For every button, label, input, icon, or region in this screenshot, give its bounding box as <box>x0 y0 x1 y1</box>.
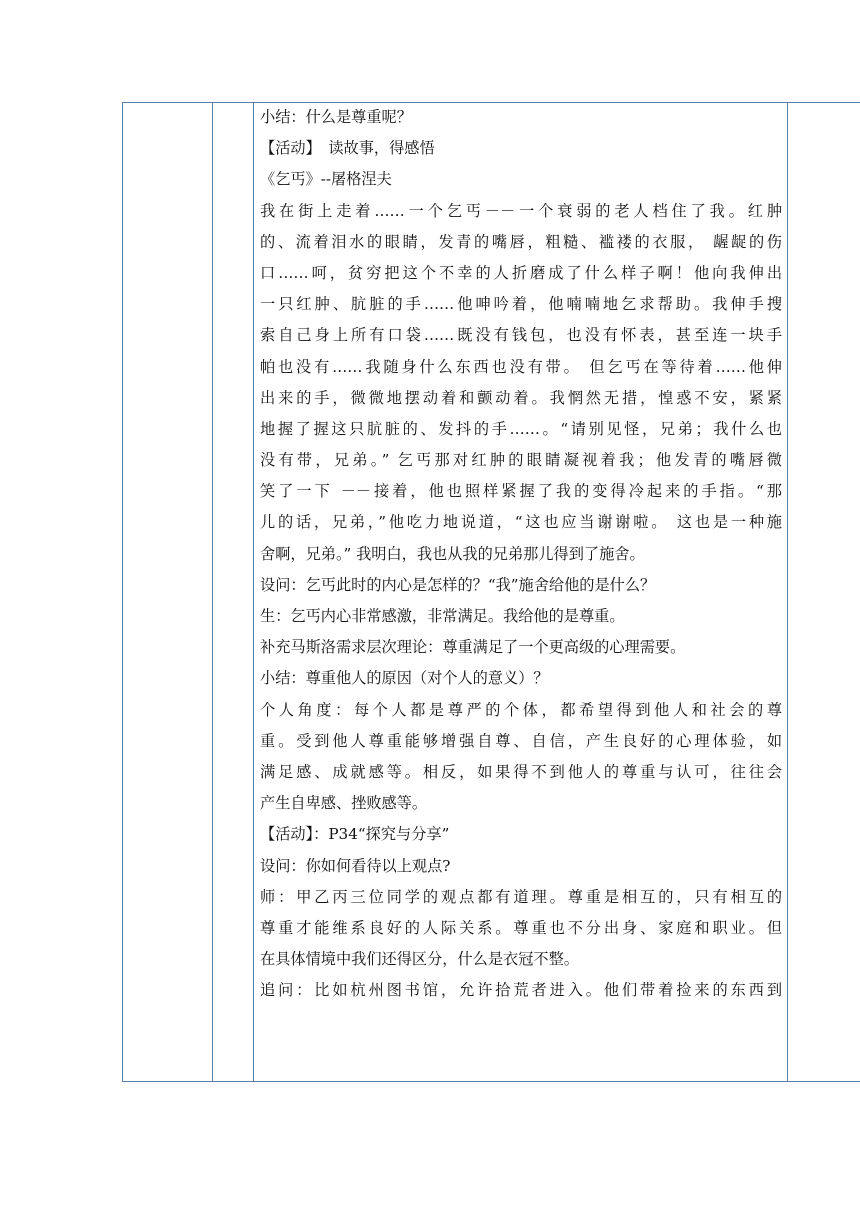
text-line: 追问：比如杭州图书馆，允许拾荒者进入。他们带着捡来的东西到 <box>260 981 782 1000</box>
text-line: 【活动】 读故事，得感悟 <box>260 139 435 158</box>
text-line: 小结：尊重他人的原因（对个人的意义）？ <box>260 669 549 688</box>
text-line: 没有带，兄弟。” 乞丐那对红肿的眼睛凝视着我；他发青的嘴唇微 <box>260 451 782 470</box>
text-line: 的、流着泪水的眼睛，发青的嘴唇，粗糙、褴褛的衣服， 龌龊的伤 <box>260 232 782 251</box>
lesson-content-cell <box>260 102 782 1006</box>
text-line: 满足感、成就感等。相反，如果得不到他人的尊重与认可，往往会 <box>260 762 782 781</box>
column-divider-3 <box>787 103 788 1081</box>
text-line: 产生自卑感、挫败感等。 <box>260 794 428 813</box>
text-line: 舍啊，兄弟。” 我明白，我也从我的兄弟那儿得到了施舍。 <box>260 544 645 563</box>
text-line: 补充马斯洛需求层次理论：尊重满足了一个更高级的心理需要。 <box>260 638 686 657</box>
text-line: 重。受到他人尊重能够增强自尊、自信，产生良好的心理体验，如 <box>260 731 782 750</box>
text-line: 在具体情境中我们还得区分，什么是衣冠不整。 <box>260 950 579 969</box>
text-line: 我在街上走着……一个乞丐－－一个衰弱的老人档住了我。红肿 <box>260 201 782 220</box>
text-line: 尊重才能维系良好的人际关系。尊重也不分出身、家庭和职业。但 <box>260 918 782 937</box>
text-line: 生：乞丐内心非常感激，非常满足。我给他的是尊重。 <box>260 607 625 625</box>
text-line: 【活动】：P34“探究与分享” <box>260 825 450 844</box>
text-line: 小结：什么是尊重呢？ <box>260 108 412 126</box>
text-line: 儿的话，兄弟，”他吃力地说道，“这也应当谢谢啦。 这也是一种施 <box>260 513 782 532</box>
text-line: 设问：你如何看待以上观点? <box>260 856 451 875</box>
lesson-table <box>122 102 860 1082</box>
text-line: 设问：乞丐此时的内心是怎样的？“我”施舍给他的是什么？ <box>260 575 656 594</box>
text-line: 索自己身上所有口袋……既没有钱包，也没有怀表，甚至连一块手 <box>260 326 782 345</box>
column-divider-1 <box>212 103 213 1081</box>
text-line: 地握了握这只肮脏的、发抖的手……。“请别见怪，兄弟；我什么也 <box>260 419 782 438</box>
text-line: 《乞丐》--屠格涅夫 <box>260 170 392 189</box>
text-line: 一只红肿、肮脏的手……他呻吟着，他喃喃地乞求帮助。我伸手搜 <box>260 295 782 314</box>
text-line: 个人角度：每个人都是尊严的个体，都希望得到他人和社会的尊 <box>260 700 782 719</box>
column-divider-2 <box>253 103 254 1081</box>
text-line: 师：甲乙丙三位同学的观点都有道理。尊重是相互的，只有相互的 <box>260 887 782 906</box>
text-line: 笑了一下 －－接着，他也照样紧握了我的变得冷起来的手指。“那 <box>260 482 782 501</box>
text-line: 口……呵，贫穷把这个不幸的人折磨成了什么样子啊！他向我伸出 <box>260 263 782 282</box>
text-line: 帕也没有……我随身什么东西也没有带。 但乞丐在等待着……他伸 <box>260 357 782 376</box>
text-line: 出来的手，微微地摆动着和颤动着。我惘然无措，惶惑不安，紧紧 <box>260 388 782 407</box>
